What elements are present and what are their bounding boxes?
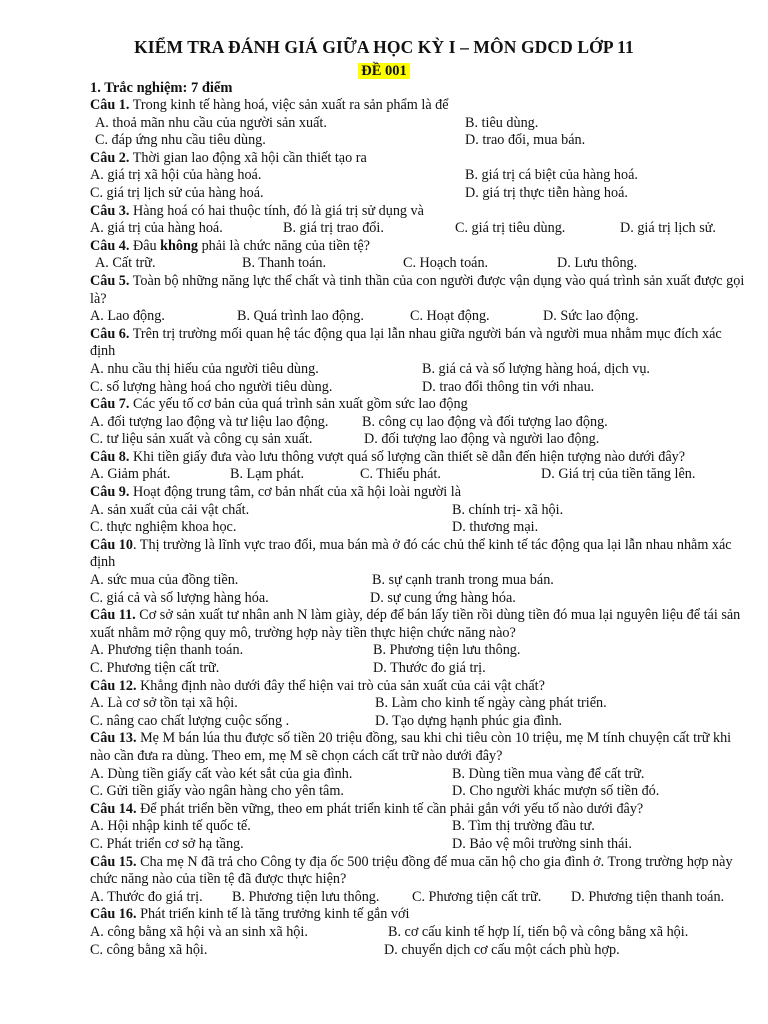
- question-stem: Trong kinh tế hàng hoá, việc sản xuất ra sản phẩm là để: [129, 97, 449, 113]
- question-number: Câu 7.: [90, 396, 130, 413]
- question-number: Câu 16.: [90, 906, 137, 923]
- question-number: Câu 14.: [90, 800, 137, 817]
- question-number: Câu 4.: [90, 237, 130, 254]
- option-b: B. Lạm phát.: [230, 466, 305, 483]
- question-2: [90, 150, 750, 203]
- question-stem-post: phải là chức năng của tiền tệ?: [198, 237, 370, 254]
- question-stem: Các yếu tố cơ bản của quá trình sản xuất gồm sức lao động: [129, 396, 468, 413]
- option-a: A. đối tượng lao động và tư liệu lao động.: [90, 413, 329, 430]
- question-number: Câu 6.: [90, 325, 130, 342]
- question-12: [90, 678, 750, 731]
- option-c: C. Phương tiện cất trữ.: [90, 660, 220, 676]
- question-stem: Thời gian lao động xã hội cần thiết tạo ra: [129, 149, 367, 166]
- option-b: B. giá trị trao đổi.: [283, 220, 384, 237]
- option-b: B. chính trị- xã hội.: [452, 501, 564, 518]
- option-b: B. giá cả và số lượng hàng hoá, dịch vụ.: [422, 360, 650, 377]
- question-number: Câu 8.: [90, 448, 130, 465]
- option-b: B. Làm cho kinh tế ngày càng phát triển.: [375, 695, 607, 712]
- option-b: B. Phương tiện lưu thông.: [232, 888, 380, 905]
- question-number: Câu 5.: [90, 272, 130, 289]
- option-a: A. công bằng xã hội và an sinh xã hội.: [90, 923, 308, 940]
- option-d: D. giá trị thực tiễn hàng hoá.: [465, 184, 628, 201]
- question-16: [90, 906, 750, 959]
- question-stem-emphasis: không: [160, 237, 199, 254]
- question-number: Câu 10: [90, 536, 133, 553]
- option-b: B. Thanh toán.: [242, 255, 327, 272]
- question-10: [90, 537, 750, 607]
- option-a: A. nhu cầu thị hiếu của người tiêu dùng.: [90, 360, 319, 377]
- option-a: A. Cất trữ.: [95, 255, 156, 272]
- option-c: C. Hoạt động.: [410, 308, 490, 325]
- option-a: A. Dùng tiền giấy cất vào két sắt của gia đình.: [90, 765, 353, 782]
- option-c: C. Phát triển cơ sở hạ tầng.: [90, 835, 244, 852]
- option-c: C. giá trị lịch sử của hàng hoá.: [90, 184, 264, 201]
- option-a: A. Hội nhập kinh tế quốc tế.: [90, 818, 251, 835]
- question-4: [90, 238, 750, 273]
- question-number: Câu 12.: [90, 677, 137, 694]
- option-c: C. giá trị tiêu dùng.: [455, 220, 566, 237]
- question-stem: Mẹ M bán lúa thu được số tiền 20 triệu đồng, sau khi chi tiêu còn 10 triệu, mẹ M tính chuyện cất trữ khi nào cần đưa ra dùng. Theo em, mẹ M sẽ chọn cách cất trữ nào dưới đây?: [90, 730, 732, 764]
- option-d: D. Cho người khác mượn số tiền đó.: [452, 783, 660, 800]
- question-stem: . Thị trường là lĩnh vực trao đổi, mua bán mà ở đó các chủ thể kinh tế tác động qua lại lẫn nhau nhằm xác định: [90, 536, 732, 571]
- option-c: C. Gửi tiền giấy vào ngân hàng cho yên tâm.: [90, 783, 344, 800]
- question-7: [90, 396, 750, 449]
- question-1: [90, 97, 750, 150]
- exam-title: KIỂM TRA ĐÁNH GIÁ GIỮA HỌC KỲ I – MÔN GDCD LỚP 11: [134, 37, 634, 57]
- question-14: [90, 801, 750, 854]
- option-a: A. giá trị xã hội của hàng hoá.: [90, 167, 262, 184]
- question-number: Câu 13.: [90, 730, 137, 747]
- option-b: B. Phương tiện lưu thông.: [373, 642, 521, 659]
- option-d: D. chuyển dịch cơ cấu một cách phù hợp.: [384, 941, 620, 958]
- option-d: D. thương mại.: [452, 519, 539, 536]
- option-c: C. nâng cao chất lượng cuộc sống .: [90, 712, 290, 729]
- question-stem: Khẳng định nào dưới đây thể hiện vai trò của sản xuất của cải vật chất?: [136, 677, 545, 694]
- option-a: A. sức mua của đồng tiền.: [90, 572, 239, 589]
- question-stem: Trên trị trường mối quan hệ tác động qua lại lẫn nhau giữa người bán và người mua nhằm mục đích xác định: [90, 325, 722, 360]
- option-a: A. sản xuất của cải vật chất.: [90, 501, 250, 518]
- question-8: [90, 449, 750, 484]
- option-b: B. giá trị cá biệt của hàng hoá.: [465, 167, 638, 184]
- option-c: C. số lượng hàng hoá cho người tiêu dùng.: [90, 378, 333, 395]
- option-c: C. Hoạch toán.: [403, 255, 489, 272]
- question-number: Câu 11.: [90, 607, 136, 624]
- option-d: D. Tạo dựng hạnh phúc gia đình.: [375, 712, 563, 729]
- exam-code: ĐỀ 001: [358, 63, 410, 79]
- option-b: B. Quá trình lao động.: [237, 308, 364, 325]
- question-3: [90, 203, 750, 238]
- question-5: [90, 273, 750, 326]
- question-stem: Hàng hoá có hai thuộc tính, đó là giá trị sử dụng và: [129, 202, 424, 219]
- question-number: Câu 2.: [90, 149, 130, 166]
- option-d: D. trao đổi, mua bán.: [465, 132, 586, 149]
- option-d: D. giá trị lịch sử.: [620, 220, 716, 237]
- option-c: C. thực nghiệm khoa học.: [90, 519, 237, 536]
- option-b: B. tiêu dùng.: [465, 114, 539, 131]
- option-d: D. sự cung ứng hàng hóa.: [370, 589, 516, 606]
- option-a: A. giá trị của hàng hoá.: [90, 220, 223, 237]
- option-c: C. tư liệu sản xuất và công cụ sản xuất.: [90, 431, 313, 448]
- option-a: A. Là cơ sở tồn tại xã hội.: [90, 695, 238, 712]
- option-d: D. Lưu thông.: [557, 255, 638, 272]
- question-number: Câu 3.: [90, 202, 130, 219]
- option-a: A. Lao động.: [90, 308, 165, 325]
- option-d: D. Thước đo giá trị.: [373, 660, 486, 676]
- question-number: Câu 15.: [90, 853, 137, 870]
- question-stem: Phát triển kinh tế là tăng trưởng kinh tế gắn với: [136, 906, 410, 923]
- option-b: B. cơ cấu kinh tế hợp lí, tiến bộ và công bằng xã hội.: [388, 923, 689, 940]
- question-stem: Cơ sở sản xuất tư nhân anh N làm giày, dép để bán lấy tiền rồi dùng tiền đó mua lại nguyên liệu để tái sản xuất nhằm mở rộng quy mô, trường hợp này tiền thực hiện chức năng nào?: [90, 607, 741, 641]
- option-a: A. thoả mãn nhu cầu của người sản xuất.: [95, 114, 327, 131]
- question-13: [90, 730, 750, 800]
- exam-code-wrapper: [0, 62, 768, 80]
- option-a: A. Giảm phát.: [90, 466, 171, 483]
- option-c: C. công bằng xã hội.: [90, 941, 208, 958]
- option-d: D. Phương tiện thanh toán.: [571, 888, 725, 905]
- section-heading: 1. Trắc nghiệm: 7 điểm: [90, 80, 233, 96]
- option-d: D. Bảo vệ môi trường sinh thái.: [452, 835, 632, 852]
- question-11: [90, 607, 750, 677]
- question-stem: Cha mẹ N đã trả cho Công ty địa ốc 500 triệu đồng để mua căn hộ cho gia đình ở. Trong trường hợp này chức năng nào của tiền tệ đã được thực hiện?: [90, 853, 733, 888]
- question-stem: Toàn bộ những năng lực thể chất và tinh thần của con người được vận dụng vào quá trình sản xuất được gọi là?: [90, 272, 745, 307]
- option-a: A. Thước đo giá trị.: [90, 888, 203, 905]
- question-number: Câu 9.: [90, 484, 130, 501]
- option-c: C. Phương tiện cất trữ.: [412, 888, 542, 905]
- option-c: C. giá cả và số lượng hàng hóa.: [90, 589, 269, 606]
- option-d: D. đối tượng lao động và người lao động.: [364, 431, 600, 448]
- question-number: Câu 1.: [90, 97, 130, 113]
- question-6: [90, 326, 750, 396]
- question-stem: Để phát triển bền vững, theo em phát triển kinh tế cần phải gắn với yếu tố nào dưới đây?: [136, 800, 644, 817]
- option-d: D. Giá trị của tiền tăng lên.: [541, 466, 696, 483]
- question-9: [90, 484, 750, 537]
- option-b: B. sự cạnh tranh trong mua bán.: [372, 572, 554, 589]
- option-c: C. đáp ứng nhu cầu tiêu dùng.: [95, 132, 266, 149]
- option-b: B. Tìm thị trường đầu tư.: [452, 818, 595, 835]
- question-15: [90, 854, 750, 907]
- option-a: A. Phương tiện thanh toán.: [90, 642, 244, 659]
- question-stem: Khi tiền giấy đưa vào lưu thông vượt quá số lượng cần thiết sẽ dẫn đến hiện tượng nào dưới đây?: [129, 448, 686, 465]
- option-d: D. trao đổi thông tin với nhau.: [422, 378, 595, 395]
- question-stem: Hoạt động trung tâm, cơ bản nhất của xã hội loài người là: [129, 484, 462, 501]
- option-d: D. Sức lao động.: [543, 308, 639, 325]
- option-c: C. Thiểu phát.: [360, 466, 441, 483]
- option-b: B. Dùng tiền mua vàng để cất trữ.: [452, 765, 645, 782]
- question-list: [90, 97, 750, 959]
- option-b: B. công cụ lao động và đối tượng lao động.: [362, 413, 608, 430]
- question-stem-pre: Đâu: [129, 237, 161, 254]
